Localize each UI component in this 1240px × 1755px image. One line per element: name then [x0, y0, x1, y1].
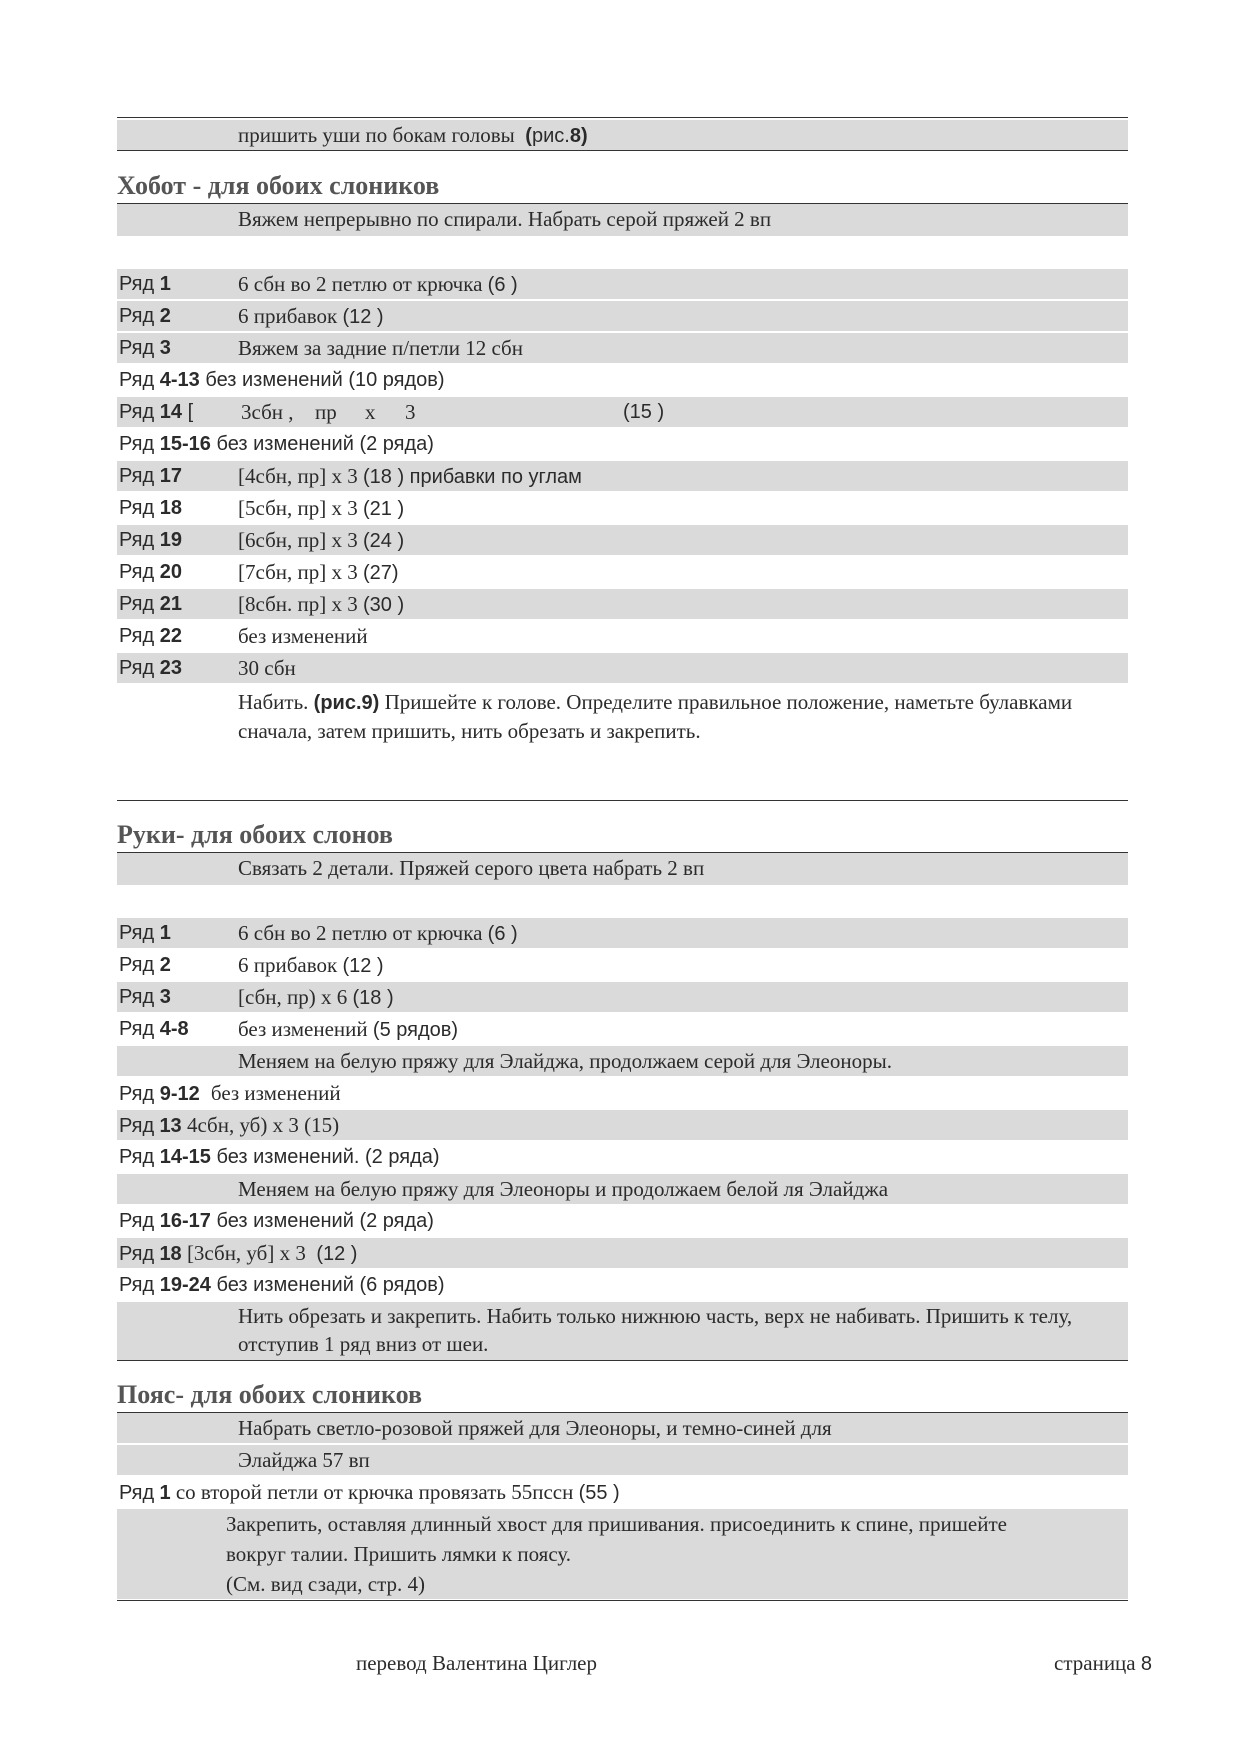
- trunk-row-1: Ряд 1 6 сбн во 2 петлю от крючка (6 ): [117, 269, 1128, 299]
- arms-row-3: Ряд 3 [сбн, пр) х 6 (18 ): [117, 982, 1128, 1012]
- section-title-arms: Руки- для обоих слонов: [117, 820, 393, 849]
- section-title-belt: Пояс- для обоих слоников: [117, 1380, 423, 1409]
- trunk-finish-row: Набить. (рис.9) Пришейте к голове. Определите правильное положение, наметьте булавками сначала, затем пришить, нить обрезать и закрепить.: [238, 690, 1073, 743]
- arms-row-14-15: Ряд 14-15 без изменений. (2 ряда): [119, 1146, 440, 1168]
- trunk-row-20: Ряд 20 [7сбн, пр] х 3 (27): [119, 560, 399, 584]
- arms-row-18: Ряд 18 [3сбн, уб] х 3 (12 ): [117, 1238, 1128, 1268]
- trunk-row-19: Ряд 19 [6сбн, пр] х 3 (24 ): [117, 525, 1128, 555]
- row-text: пришить уши по бокам головы: [238, 123, 515, 147]
- translator-credit: перевод Валентина Циглер: [356, 1651, 598, 1675]
- divider: [117, 1600, 1128, 1601]
- trunk-row-3: Ряд 3 Вяжем за задние п/петли 12 сбн: [117, 333, 1128, 363]
- trunk-row-14: Ряд 14 [ 3сбн , пр х 3 (15 ): [117, 397, 1128, 427]
- arms-intro-row: [117, 853, 1128, 885]
- trunk-row-22: Ряд 22 без изменений: [119, 624, 368, 648]
- trunk-row-23: Ряд 23 30 сбн: [117, 653, 1128, 683]
- row-text: Связать 2 детали. Пряжей серого цвета набрать 2 вп: [238, 856, 705, 880]
- figure-ref-number: 8): [569, 125, 588, 147]
- belt-row-1: Ряд 1 со второй петли от крючка провязать 55пссн (55 ): [119, 1480, 620, 1504]
- trunk-row-2: Ряд 2 6 прибавок (12 ): [117, 301, 1128, 331]
- belt-finish-line-3: (См. вид сзади, стр. 4): [226, 1572, 426, 1596]
- belt-finish-row: [117, 1509, 1128, 1599]
- divider: [117, 117, 1128, 118]
- figure-ref-label: рис.: [531, 125, 570, 147]
- arms-row-2: Ряд 2 6 прибавок (12 ): [119, 953, 384, 977]
- trunk-intro-row: [117, 204, 1128, 236]
- divider: [117, 1360, 1128, 1361]
- arms-row-16-17: Ряд 16-17 без изменений (2 ряда): [119, 1210, 434, 1232]
- arms-finish-row: Нить обрезать и закрепить. Набить только нижнюю часть, верх не набивать. Пришить к телу, отступив 1 ряд вниз от шеи.: [117, 1302, 1128, 1360]
- divider: [117, 800, 1128, 801]
- arms-row-4-8: Ряд 4-8 без изменений (5 рядов): [119, 1017, 459, 1041]
- belt-intro-row-2: Элайджа 57 вп: [117, 1445, 1128, 1475]
- ear-instruction-row: [117, 120, 1128, 150]
- arms-row-9-12: Ряд 9-12 без изменений: [119, 1081, 341, 1105]
- trunk-row-4-13: Ряд 4-13 без изменений (10 рядов): [119, 369, 445, 391]
- row-text: Вяжем непрерывно по спирали. Набрать серой пряжей 2 вп: [238, 207, 772, 231]
- trunk-row-21: Ряд 21 [8сбн. пр] х 3 (30 ): [117, 589, 1128, 619]
- section-title-trunk: Хобот - для обоих слоников: [117, 171, 440, 200]
- arms-note-1: Меняем на белую пряжу для Элайджа, продолжаем серой для Элеоноры.: [117, 1046, 1128, 1076]
- belt-intro-row-1: Набрать светло-розовой пряжей для Элеоноры, и темно-синей для: [117, 1413, 1128, 1443]
- figure-ref-open: (: [525, 125, 532, 147]
- belt-finish-line-2: вокруг талии. Пришить лямки к поясу.: [226, 1542, 572, 1566]
- page-number: страница 8: [1054, 1651, 1152, 1675]
- arms-row-13: Ряд 13 4сбн, уб) х 3 (15): [117, 1110, 1128, 1140]
- arms-note-2: Меняем на белую пряжу для Элеоноры и продолжаем белой ля Элайджа: [117, 1174, 1128, 1204]
- trunk-row-18: Ряд 18 [5сбн, пр] х 3 (21 ): [119, 496, 405, 520]
- trunk-row-17: Ряд 17 [4сбн, пр] х 3 (18 ) прибавки по углам: [117, 461, 1128, 491]
- trunk-row-15-16: Ряд 15-16 без изменений (2 ряда): [119, 433, 434, 455]
- arms-row-1: Ряд 1 6 сбн во 2 петлю от крючка (6 ): [117, 918, 1128, 948]
- divider: [117, 150, 1128, 151]
- belt-finish-line-1: Закрепить, оставляя длинный хвост для пришивания. присоединить к спине, пришейте: [226, 1512, 1007, 1536]
- arms-row-19-24: Ряд 19-24 без изменений (6 рядов): [119, 1274, 445, 1296]
